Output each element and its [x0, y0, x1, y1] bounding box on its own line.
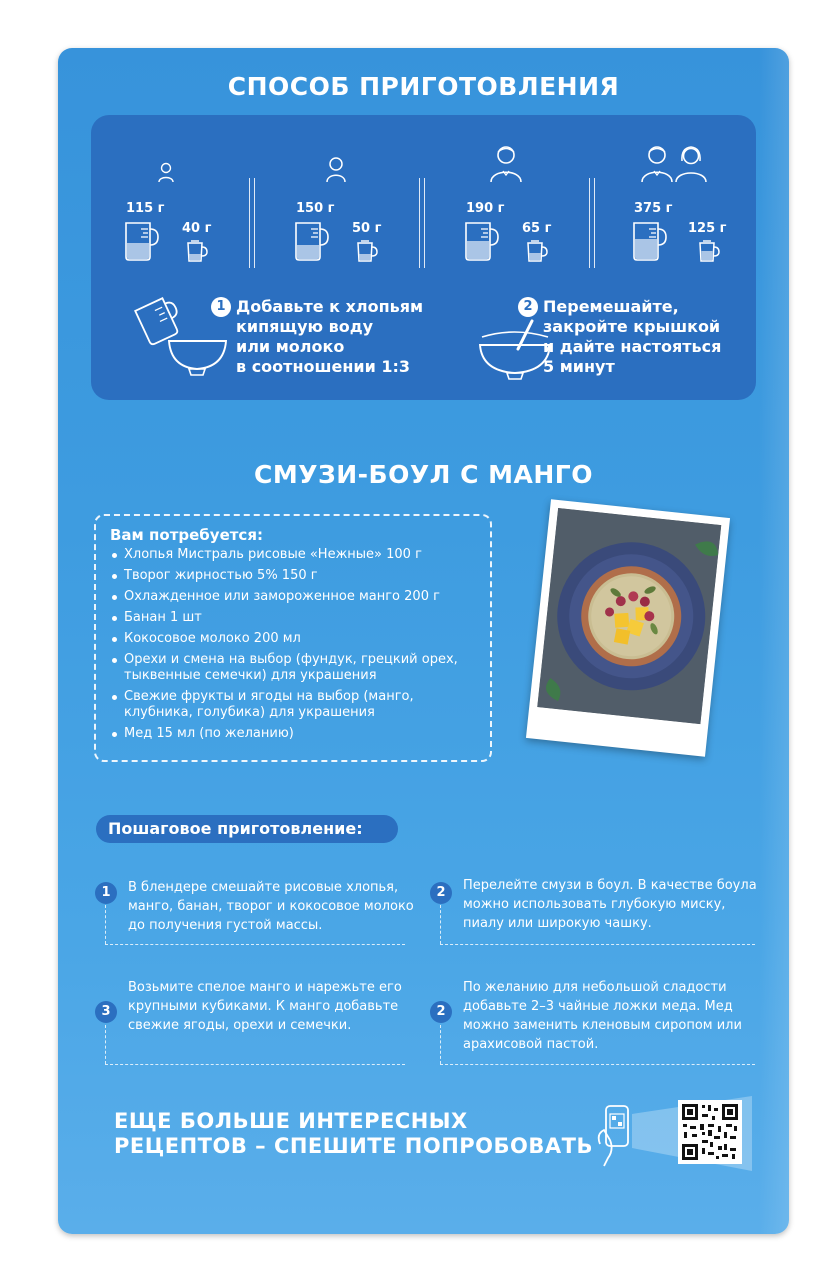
guide-step-4: [430, 978, 750, 1068]
guide-step-1: [95, 878, 415, 948]
ingredients-heading: Вам потребуется:: [110, 526, 263, 544]
measuring-cup-icon: [697, 239, 721, 263]
flakes-amount: 40 г: [182, 221, 212, 236]
dashed-underline: [105, 944, 405, 945]
measuring-jug-icon: [123, 221, 161, 261]
ingredient-item: Мед 15 мл (по желанию): [110, 726, 476, 742]
flakes-amount: 125 г: [688, 221, 727, 236]
promo-line: ЕЩЕ БОЛЬШЕ ИНТЕРЕСНЫХ: [114, 1109, 468, 1133]
step-line: закройте крышкой: [543, 317, 721, 336]
portion-4: [599, 135, 749, 275]
ingredient-item: Свежие фрукты и ягоды на выбор (манго, клубника, голубика) для украшения: [110, 689, 476, 721]
prep-step-1: [211, 297, 423, 377]
measuring-cup-icon: [185, 239, 209, 263]
step-number: 1: [211, 297, 231, 317]
measuring-jug-icon: [631, 221, 669, 261]
dashed-underline: [440, 944, 755, 945]
step-number: 1: [95, 882, 117, 904]
guide-step-3: [95, 978, 415, 1068]
portion-separator: [419, 178, 425, 268]
dashed-underline: [105, 1064, 405, 1065]
flakes-amount: 65 г: [522, 221, 552, 236]
water-amount: 150 г: [296, 201, 335, 216]
portion-2: [261, 135, 411, 275]
promo-line: РЕЦЕПТОВ – СПЕШИТЕ ПОПРОБОВАТЬ: [114, 1134, 593, 1158]
flakes-amount: 50 г: [352, 221, 382, 236]
edge-shade: [759, 48, 789, 1234]
guide-heading: Пошаговое приготовление:: [96, 815, 398, 843]
portion-1: [91, 135, 241, 275]
measuring-cup-icon: [355, 239, 379, 263]
ingredient-item: Хлопья Мистраль рисовые «Нежные» 100 г: [110, 547, 476, 563]
person-icon: [431, 135, 581, 183]
water-amount: 375 г: [634, 201, 673, 216]
portion-separator: [589, 178, 595, 268]
ingredient-item: Орехи и смена на выбор (фундук, грецкий орех, тыквенные семечки) для украшения: [110, 652, 476, 684]
recipe-title: СМУЗИ-БОУЛ С МАНГО: [254, 460, 593, 489]
ingredients-list: [110, 547, 476, 742]
ingredient-item: Творог жирностью 5% 150 г: [110, 568, 476, 584]
step-line: и дайте настояться: [543, 337, 722, 356]
smoothie-bowl-image: [537, 508, 721, 724]
dashed-connector: [105, 1025, 106, 1064]
step-line: Добавьте к хлопьям: [236, 297, 424, 316]
guide-step-2: [430, 876, 757, 948]
step-text: По желанию для небольшой сладости добавьте 2–3 чайные ложки меда. Мед можно заменить кленовым сиропом или арахисовой пастой.: [463, 980, 742, 1052]
person-icon: [261, 135, 411, 183]
step-text: Возьмите спелое манго и нарежьте его крупными кубиками. К манго добавьте свежие ягоды, орехи и семечки.: [128, 980, 402, 1033]
recipe-photo: [526, 499, 730, 757]
step-line: 5 минут: [543, 357, 615, 376]
ingredient-item: Банан 1 шт: [110, 610, 476, 626]
step-line: или молоко: [236, 337, 345, 356]
ingredient-item: Кокосовое молоко 200 мл: [110, 631, 476, 647]
prep-title: СПОСОБ ПРИГОТОВЛЕНИЯ: [227, 72, 620, 101]
portion-separator: [249, 178, 255, 268]
step-line: Перемешайте,: [543, 297, 679, 316]
person-icon: [91, 135, 241, 183]
ingredients-box: [94, 514, 492, 762]
dashed-connector: [105, 905, 106, 944]
prep-panel: [91, 115, 756, 400]
portion-3: [431, 135, 581, 275]
package-back: [58, 48, 789, 1234]
qr-code[interactable]: [678, 1100, 742, 1164]
dashed-connector: [440, 1025, 441, 1064]
water-amount: 190 г: [466, 201, 505, 216]
step-number: 2: [430, 1001, 452, 1023]
two-people-icon: [599, 135, 749, 183]
water-amount: 115 г: [126, 201, 165, 216]
dashed-underline: [440, 1064, 755, 1065]
step-line: в соотношении 1:3: [236, 357, 411, 376]
dashed-connector: [440, 905, 441, 944]
step-number: 3: [95, 1001, 117, 1023]
measuring-cup-icon: [525, 239, 549, 263]
measuring-jug-icon: [463, 221, 501, 261]
qr-pattern-icon: [680, 1102, 740, 1162]
ingredient-item: Охлажденное или замороженное манго 200 г: [110, 589, 476, 605]
step-number: 2: [430, 882, 452, 904]
prep-step-2: [518, 297, 721, 377]
step-text: В блендере смешайте рисовые хлопья, манго, банан, творог и кокосовое молоко до получения густой массы.: [128, 880, 414, 933]
step-line: кипящую воду: [236, 317, 374, 336]
promo-text: [114, 1109, 593, 1159]
measuring-jug-icon: [293, 221, 331, 261]
step-text: Перелейте смузи в боул. В качестве боула можно использовать глубокую миску, пиалу или широкую чашку.: [463, 878, 757, 931]
step-number: 2: [518, 297, 538, 317]
